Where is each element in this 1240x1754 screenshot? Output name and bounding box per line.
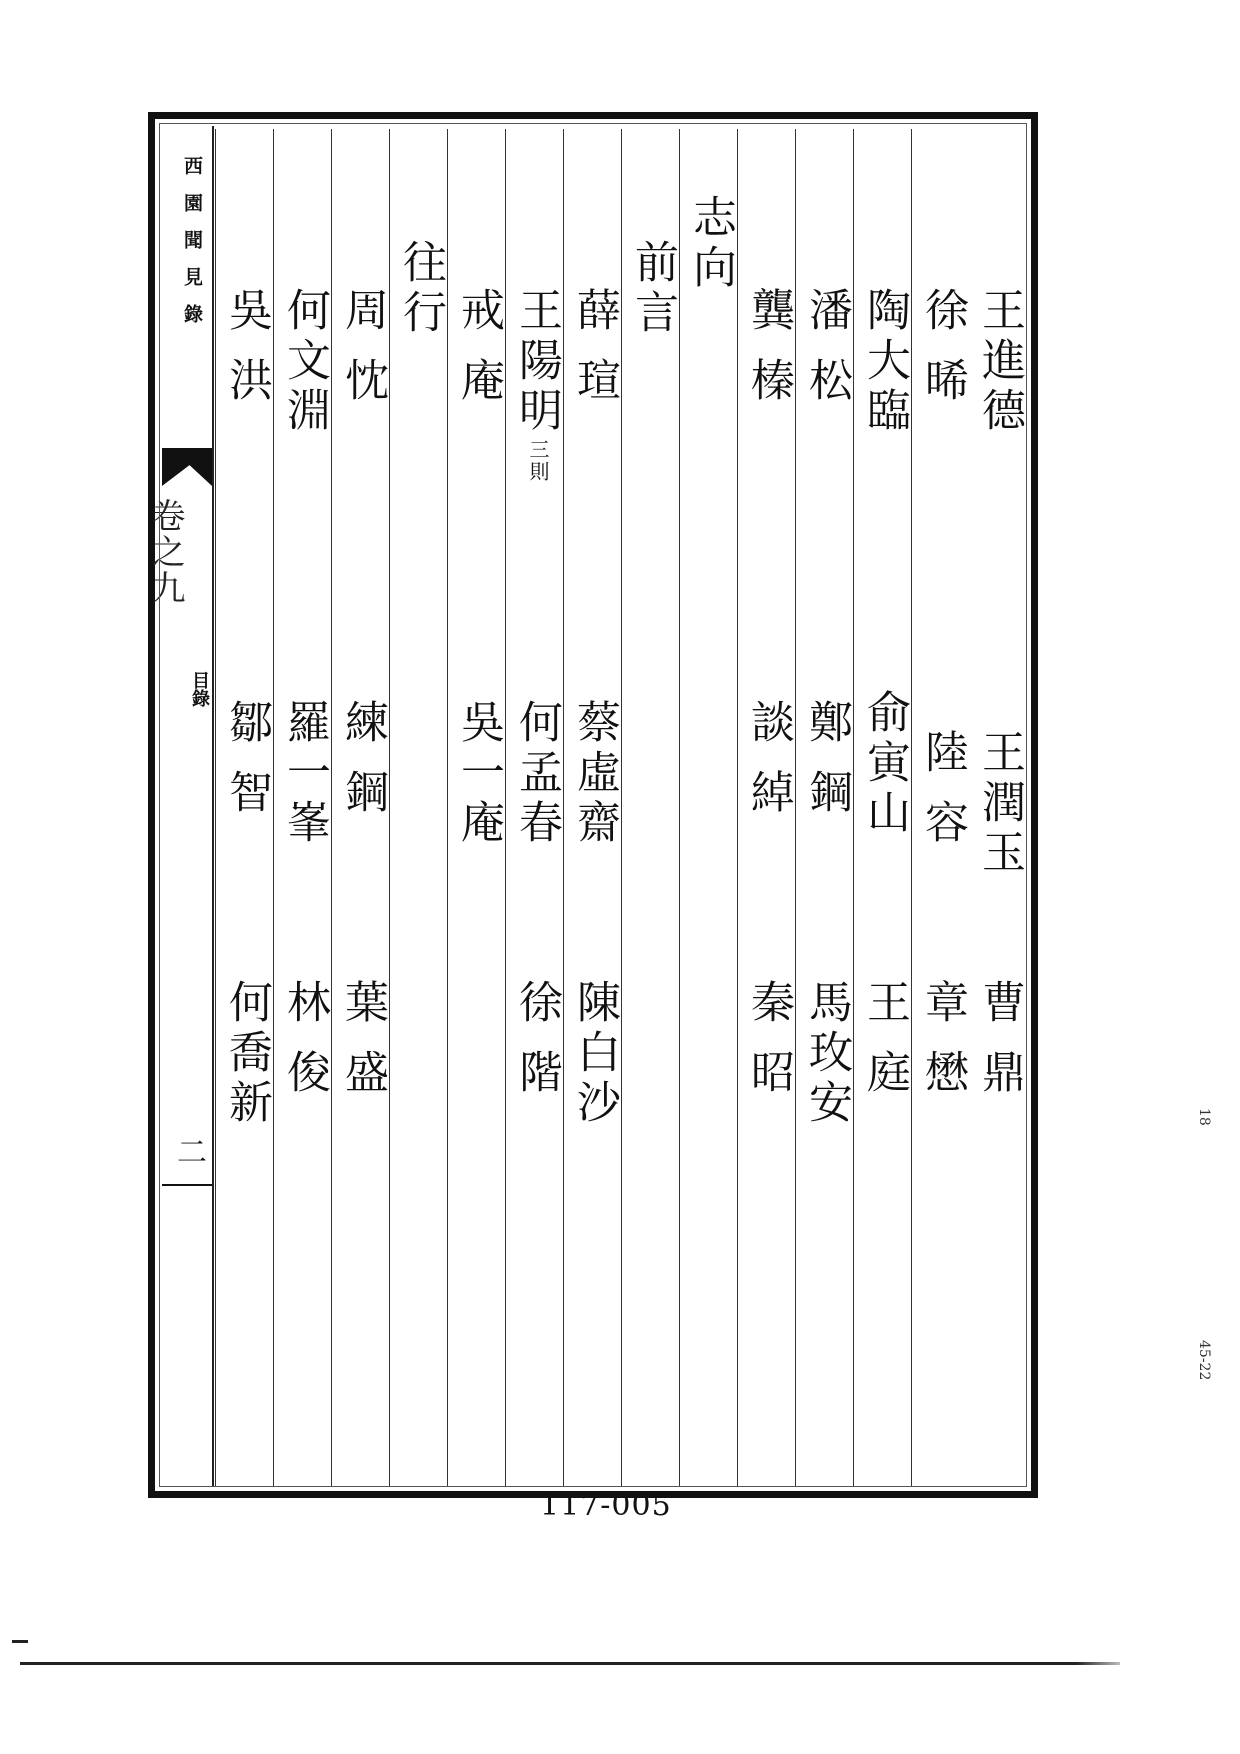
name-entry: 周 忱 xyxy=(337,287,388,407)
chapter-label: 卷之九 xyxy=(145,498,185,606)
column-14 xyxy=(215,129,275,1487)
name-entry: 俞寅山 xyxy=(859,689,910,839)
name-entry: 徐 階 xyxy=(511,979,562,1099)
name-entry: 何喬新 xyxy=(221,979,272,1129)
name-entry: 林 俊 xyxy=(279,979,330,1099)
name-entry: 龔 榛 xyxy=(743,287,794,407)
section-heading: 志向 xyxy=(685,194,736,294)
name-entry: 王潤玉 xyxy=(974,729,1025,879)
name-entry: 談 綽 xyxy=(743,699,794,819)
name-entry: 蔡虛齋 xyxy=(569,699,620,849)
column-6 xyxy=(679,129,739,1487)
name-entry: 鄒 智 xyxy=(221,699,272,819)
column-9 xyxy=(505,129,565,1487)
name-entry: 陸 容 xyxy=(917,729,968,849)
column-4 xyxy=(795,129,855,1487)
name-entry: 章 懋 xyxy=(917,979,968,1099)
book-title: 西園聞見錄 xyxy=(181,156,203,341)
column-5 xyxy=(737,129,797,1487)
name-entry: 陶大臨 xyxy=(859,287,910,437)
fishtail-ornament xyxy=(162,448,212,486)
section-label: 目錄 xyxy=(189,671,210,707)
column-1 xyxy=(969,129,1029,1487)
column-2 xyxy=(911,129,971,1487)
column-8 xyxy=(563,129,623,1487)
column-10 xyxy=(447,129,507,1487)
column-7 xyxy=(621,129,681,1487)
bottom-rule xyxy=(20,1662,1120,1665)
name-entry: 陳白沙 xyxy=(569,979,620,1129)
name-entry: 吳一庵 xyxy=(453,699,504,849)
page-gutter xyxy=(145,126,214,1486)
gutter-rule xyxy=(162,1184,212,1186)
name-entry: 羅一峯 xyxy=(279,699,330,849)
name-entry: 潘 松 xyxy=(801,287,852,407)
name-entry: 何文淵 xyxy=(279,287,330,437)
column-12 xyxy=(331,129,391,1487)
annotation-note: 三則 xyxy=(526,439,550,483)
column-13 xyxy=(273,129,333,1487)
catalog-number: 117-005 xyxy=(540,1488,672,1523)
name-entry: 王 庭 xyxy=(859,979,910,1099)
name-entry: 徐 晞 xyxy=(917,287,968,407)
name-entry: 薛 瑄 xyxy=(569,287,620,407)
name-entry: 曹 鼎 xyxy=(974,979,1025,1099)
margin-mark: 45-22 xyxy=(1196,1340,1212,1381)
name-entry: 何孟春 xyxy=(511,699,562,849)
name-entry: 練 鋼 xyxy=(337,699,388,819)
margin-mark: 18 xyxy=(1196,1108,1212,1126)
name-entry: 吳 洪 xyxy=(221,287,272,407)
name-entry: 王進德 xyxy=(974,287,1025,437)
scan-mark xyxy=(12,1640,28,1643)
name-entry: 秦 昭 xyxy=(743,979,794,1099)
name-entry: 王陽明 xyxy=(511,287,562,437)
page-frame xyxy=(145,112,1038,1498)
column-3 xyxy=(853,129,913,1487)
page-number: 二 xyxy=(171,1136,206,1166)
column-11 xyxy=(389,129,449,1487)
name-entry: 馬玫安 xyxy=(801,979,852,1129)
name-entry: 鄭 鋼 xyxy=(801,699,852,819)
section-heading: 往行 xyxy=(395,239,446,339)
section-heading: 前言 xyxy=(627,239,678,339)
name-entry: 戒 庵 xyxy=(453,287,504,407)
name-entry: 葉 盛 xyxy=(337,979,388,1099)
